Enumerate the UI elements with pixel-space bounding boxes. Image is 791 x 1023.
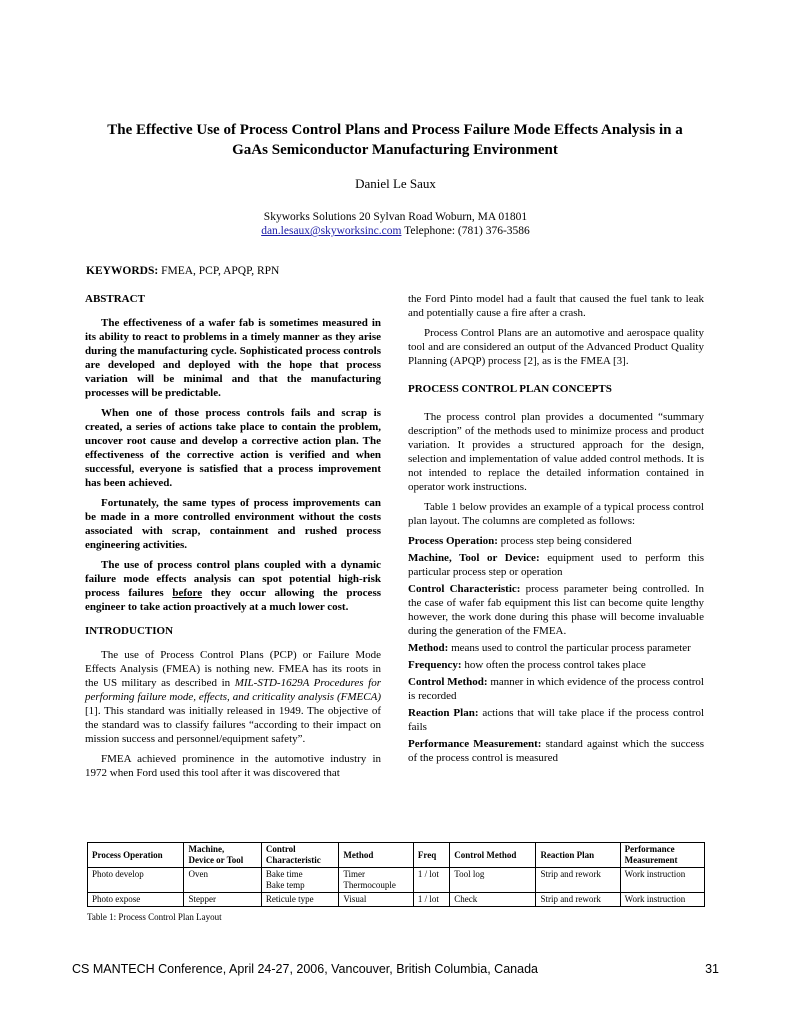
definition-item: Method: means used to control the particular process parameter — [408, 642, 691, 654]
table-header-cell: Performance Measurement — [620, 843, 704, 868]
definition-item: Reaction Plan: actions that will take place if the process control fails — [408, 707, 704, 733]
table-cell: Oven — [184, 868, 261, 893]
table-cell: Stepper — [184, 893, 261, 907]
table-header-cell: Method — [339, 843, 414, 868]
table-cell: Photo develop — [88, 868, 184, 893]
definition-item: Machine, Tool or Device: equipment used to perform this particular process step or operation — [408, 552, 704, 578]
table-cell: Visual — [339, 893, 414, 907]
abstract-heading: ABSTRACT — [85, 293, 145, 305]
right-column — [408, 292, 704, 768]
table-header-cell: Control Characteristic — [261, 843, 339, 868]
keywords — [86, 265, 279, 277]
page-footer — [72, 962, 719, 976]
pcp-paragraph: Table 1 below provides an example of a typical process control plan layout. The columns are completed as follows: — [408, 501, 704, 527]
table-cell: Photo expose — [88, 893, 184, 907]
abstract-paragraph: The effectiveness of a wafer fab is sometimes measured in its ability to react to problems in a timely manner as they arise during the manufacturing cycle. Sophisticated process controls are developed and deployed with the hope that process variation will be minimal and that the manufacturing processes will be predictable. — [85, 317, 381, 399]
page-number: 31 — [705, 962, 719, 976]
pcp-paragraph: The process control plan provides a documented “summary description” of the methods used to minimize process and product variation. It provides a structured approach for the design, selection and implementation of value added control methods. It is not intended to replace the detailed information contained in operator work instructions. — [408, 411, 704, 493]
table-row — [88, 868, 705, 893]
table-cell: Reticule type — [261, 893, 339, 907]
table-cell: Strip and rework — [536, 893, 620, 907]
table-cell: Timer Thermocouple — [339, 868, 414, 893]
affiliation-address: Skyworks Solutions 20 Sylvan Road Woburn, MA 01801 — [263, 211, 528, 223]
table-cell: Check — [450, 893, 536, 907]
table-header-cell: Freq — [413, 843, 449, 868]
table-header-row — [88, 843, 705, 868]
definition-list — [408, 534, 704, 765]
table-header-cell: Reaction Plan — [536, 843, 620, 868]
table-cell: Work instruction — [620, 893, 704, 907]
abstract-paragraph: Fortunately, the same types of process improvements can be made in a more controlled environment without the costs associated with scrap, containment and rushed process engineering activities. — [85, 497, 381, 551]
email-link[interactable]: dan.lesaux@skyworksinc.com — [261, 225, 402, 237]
table-cell: Work instruction — [620, 868, 704, 893]
table-row — [88, 893, 705, 907]
table-cell: 1 / lot — [413, 868, 449, 893]
paper-title: The Effective Use of Process Control Plans and Process Failure Mode Effects Analysis in a GaAs Semiconductor Manufacturing Environment — [107, 122, 683, 158]
contact-line — [0, 224, 791, 238]
definition-item: Process Operation: process step being considered — [408, 535, 632, 547]
table-header-cell: Control Method — [450, 843, 536, 868]
keywords-list: FMEA, PCP, APQP, RPN — [158, 265, 280, 277]
intro-paragraph: FMEA achieved prominence in the automotive industry in 1972 when Ford used this tool after it was discovered that — [85, 753, 381, 779]
definition-item: Performance Measurement: standard against which the success of the process control is measured — [408, 738, 705, 764]
affiliation — [0, 210, 791, 238]
process-control-plan-table — [87, 842, 705, 907]
table-header-cell: Process Operation — [88, 843, 184, 868]
conference-info: CS MANTECH Conference, April 24-27, 2006, Vancouver, British Columbia, Canada — [72, 962, 538, 976]
author-name: Daniel Le Saux — [355, 176, 436, 191]
intro-paragraph: The use of Process Control Plans (PCP) or Failure Mode Effects Analysis (FMEA) is nothing new. FMEA has its roots in the US military as described in MIL-STD-1629A Procedures for performing failure mode, effects, and criticality analysis (FMECA) [1]. This standard was initially released in 1949. The objective of the standard was to classify failures “according to their impact on mission success and personnel/equipment safety”. — [85, 649, 381, 745]
table-cell: Strip and rework — [536, 868, 620, 893]
abstract-paragraph: When one of those process controls fails and scrap is created, a series of actions take place to contain the problem, uncover root cause and develop a corrective action plan. The effectiveness of the corrective action is verified and when successful, everyone is satisfied that a process improvement has been achieved. — [85, 407, 381, 489]
table-header-cell: Machine, Device or Tool — [184, 843, 261, 868]
telephone: Telephone: (781) 376-3586 — [401, 225, 530, 237]
definition-item: Frequency: how often the process control takes place — [408, 659, 646, 671]
intro-paragraph: Process Control Plans are an automotive and aerospace quality tool and are considered an output of the Advanced Product Quality Planning (APQP) process [2], as is the FMEA [3]. — [408, 327, 704, 367]
pcp-heading: PROCESS CONTROL PLAN CONCEPTS — [408, 383, 612, 395]
table-caption: Table 1: Process Control Plan Layout — [87, 912, 222, 922]
table-cell: Bake time Bake temp — [261, 868, 339, 893]
introduction-heading: INTRODUCTION — [85, 625, 174, 637]
definition-item: Control Method: manner in which evidence of the process control is recorded — [408, 676, 704, 702]
intro-paragraph-continued: the Ford Pinto model had a fault that caused the fuel tank to leak and potentially cause a fire after a crash. — [408, 293, 704, 319]
table-cell: 1 / lot — [413, 893, 449, 907]
left-column — [85, 292, 381, 786]
definition-item: Control Characteristic: process parameter being controlled. In the case of wafer fab equipment this list can become quite lengthy however, the work done during this phase will become invaluable during the generation of the FMEA. — [408, 583, 704, 637]
keywords-label: KEYWORDS: — [86, 265, 159, 277]
abstract-paragraph: The use of process control plans coupled with a dynamic failure mode effects analysis can spot potential high-risk process failures before they occur allowing the process engineer to take action proactively at a much lower cost. — [85, 559, 381, 613]
table-cell: Tool log — [450, 868, 536, 893]
